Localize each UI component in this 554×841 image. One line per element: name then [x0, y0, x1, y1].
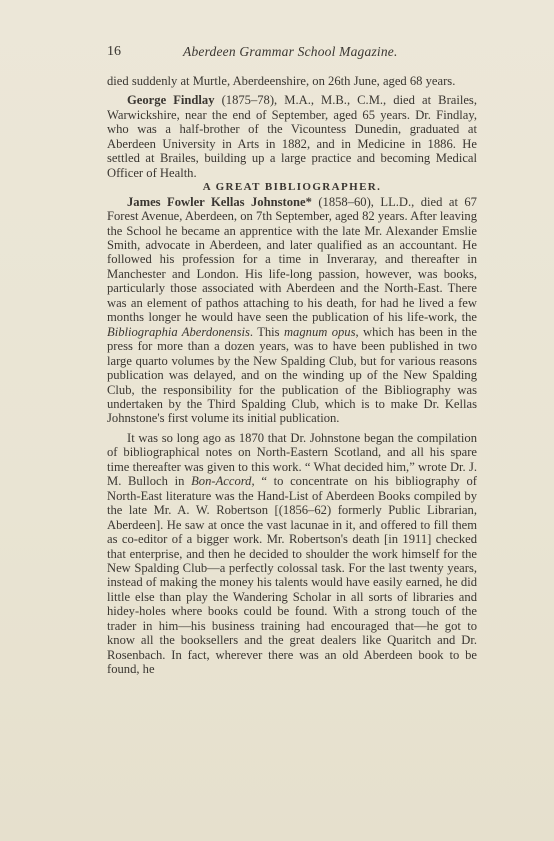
book-title: Bibliographia Aberdonensis — [107, 324, 250, 339]
latin-phrase: magnum opus — [283, 324, 356, 339]
paragraph-text: . This — [249, 324, 284, 339]
obituary-johnstone — [107, 195, 477, 426]
page-header — [107, 44, 477, 62]
paragraph-text: (1875–78), M.A., M.B., C.M., died at Brailes, Warwickshire, near the end of September, aged 65 years. Dr. Findlay, who was a half-brother of the Vicountess Dunedin, graduated at Aberdeen University in Arts in 1882, and in Medicine in 1886. He settled at Brailes, building up a large practice and becoming Medical Officer of Health. — [107, 93, 477, 180]
article-body — [107, 74, 477, 677]
paragraph-text: It was so long ago as 1870 that Dr. Johnstone began the compilation of bibliographical notes on North-Eastern Scotland, and all his spare time thereafter was given to this work. “ What decided him,” wrote Dr. J. M. Bulloch in — [107, 430, 477, 489]
running-title: Aberdeen Grammar School Magazine. — [183, 44, 398, 59]
paragraph-text: , which has been in the press for more than a dozen years, was to have been published in two large quarto volumes by the New Spalding Club, but for various reasons publication was delayed, and on the winding up of the New Spalding Club, the responsibility for the publication of the Bibliography was undertaken by the Third Spalding Club, which is to make Dr. Kellas Johnstone's first volume its initial publication. — [107, 324, 477, 426]
person-name: George Findlay — [127, 93, 215, 108]
publication-title: Bon-Accord, — [191, 474, 255, 489]
paragraph-text: “ to concentrate on his bibliography of North-East literature was the Hand-List of Aberdeen Books compiled by the late Mr. A. W. Robertson [(1856–62) formerly Public Librarian, Aberdeen]. He saw at once the vast lacunae in it, and offered to fill them as co-editor of a bigger work. Mr. Robertson's death [in 1911] checked that enterprise, and then he decided to shoulder the work himself for the New Spalding Club—a perfectly colossal task. For the last twenty years, instead of making the money his talents would have easily earned, he did little else than play the Wandering Scholar in all sorts of libraries and hidey-holes where books could be found. With a strong touch of the trader in him—his business training had encouraged that—he got to know all the booksellers and the great dealers like Quaritch and Dr. Rosenbach. In fact, wherever there was an old Aberdeen book to be found, he — [107, 474, 477, 677]
paragraph-text: (1858–60), LL.D., died at 67 Forest Avenue, Aberdeen, on 7th September, aged 82 years. After leaving the School he became an apprentice with the late Mr. Alexander Emslie Smith, advocate in Aberdeen, and later qualified as an accountant. He followed his profession for a time in Inveraray, and thereafter in Manchester and London. His life-long passion, however, was books, particularly those associated with Aberdeen and the North-East. There was an element of pathos attaching to his death, for had he lived a few months longer he would have seen the publication of his life-work, the — [107, 194, 477, 325]
person-name: James Fowler Kellas Johnstone* — [127, 194, 312, 209]
obituary-findlay — [107, 93, 477, 180]
paragraph-bibliography-history — [107, 431, 477, 677]
paragraph-text: died suddenly at Murtle, Aberdeenshire, on 26th June, aged 68 years. — [107, 74, 456, 88]
paragraph-continuation — [107, 74, 477, 88]
page-number: 16 — [107, 44, 121, 59]
section-heading: A GREAT BIBLIOGRAPHER. — [202, 181, 382, 194]
